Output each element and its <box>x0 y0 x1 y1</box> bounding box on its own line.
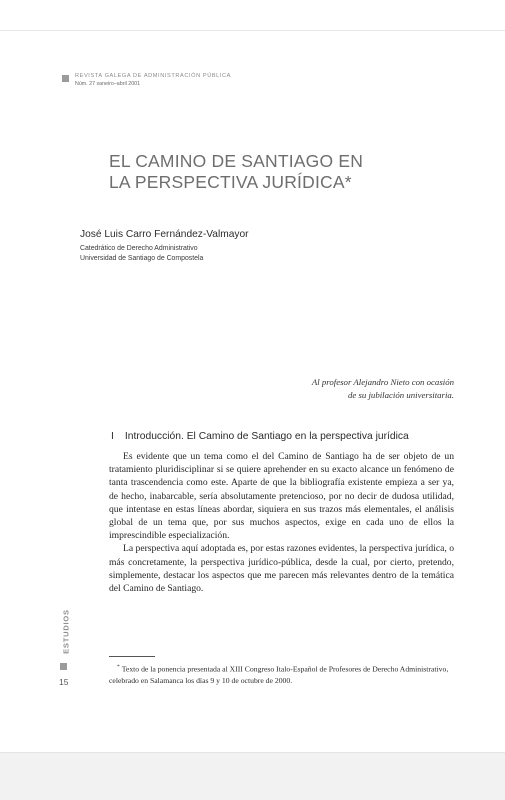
section-title: Introducción. El Camino de Santiago en la perspectiva jurídica <box>124 431 409 442</box>
footnote <box>109 662 454 687</box>
paragraph-2: La perspectiva aquí adoptada es, por estas razones evidentes, la perspectiva jurídica, o más concretamente, la perspectiva jurídico-pública, desde la cual, por cierto, pretendo, simplemente, destacar los aspectos que me parecen más relevantes dentro de la temática del Camino de Santiago. <box>109 543 454 595</box>
dedication-line-1: Al profesor Alejandro Nieto con ocasión <box>311 377 454 387</box>
margin-square-icon <box>60 663 67 670</box>
footnote-mark: * <box>117 664 120 670</box>
journal-name: REVISTA GALEGA DE ADMINISTRACIÓN PÚBLICA <box>75 73 232 79</box>
footnote-divider <box>109 656 155 657</box>
page-number: 15 <box>59 677 69 687</box>
title-line-2: LA PERSPECTIVA JURÍDICA* <box>109 172 352 192</box>
journal-square-icon <box>62 75 69 82</box>
affiliation-line-1: Catedrático de Derecho Administrativo <box>80 245 198 252</box>
affiliation-line-2: Universidad de Santiago de Compostela <box>80 255 204 262</box>
article-title <box>109 151 429 193</box>
footnote-text: Texto de la ponencia presentada al XIII Congreso Italo-Español de Profesores de Derecho Administrativo, celebrado en Salamanca los días 9 y 10 de octubre de 2000. <box>109 664 449 686</box>
paragraph-1: Es evidente que un tema como el del Camino de Santiago ha de ser objeto de un tratamiento pluridisciplinar si se quiere aprehender en su exacto alcance un fenómeno de tanta trascendencia como este. Aparte de que la bibliografía existente empieza a ser ya, de hecho, inabarcable, sería absolutamente pretencioso, por no decir de dudosa utilidad, que intentase en estas líneas abordar, siquiera en sus trazos más elementales, el análisis global de un tema que, por sus muchos aspectos, exige en cada uno de ellos la imprescindible especialización. <box>109 451 454 542</box>
section-heading <box>111 431 409 442</box>
journal-header <box>62 73 231 87</box>
top-divider <box>0 30 505 31</box>
body-text <box>109 450 454 595</box>
author-name: José Luis Carro Fernández-Valmayor <box>80 229 249 240</box>
author-affiliation <box>80 244 203 264</box>
section-number: I <box>111 431 114 442</box>
dedication <box>280 376 454 401</box>
dedication-line-2: de su jubilación universitaria. <box>347 389 454 400</box>
section-label: ESTUDIOS <box>61 609 71 654</box>
journal-issue: Núm. 27 xaneiro–abril 2001 <box>75 81 141 87</box>
margin-section-label <box>58 605 70 665</box>
title-line-1: EL CAMINO DE SANTIAGO EN <box>109 151 364 171</box>
